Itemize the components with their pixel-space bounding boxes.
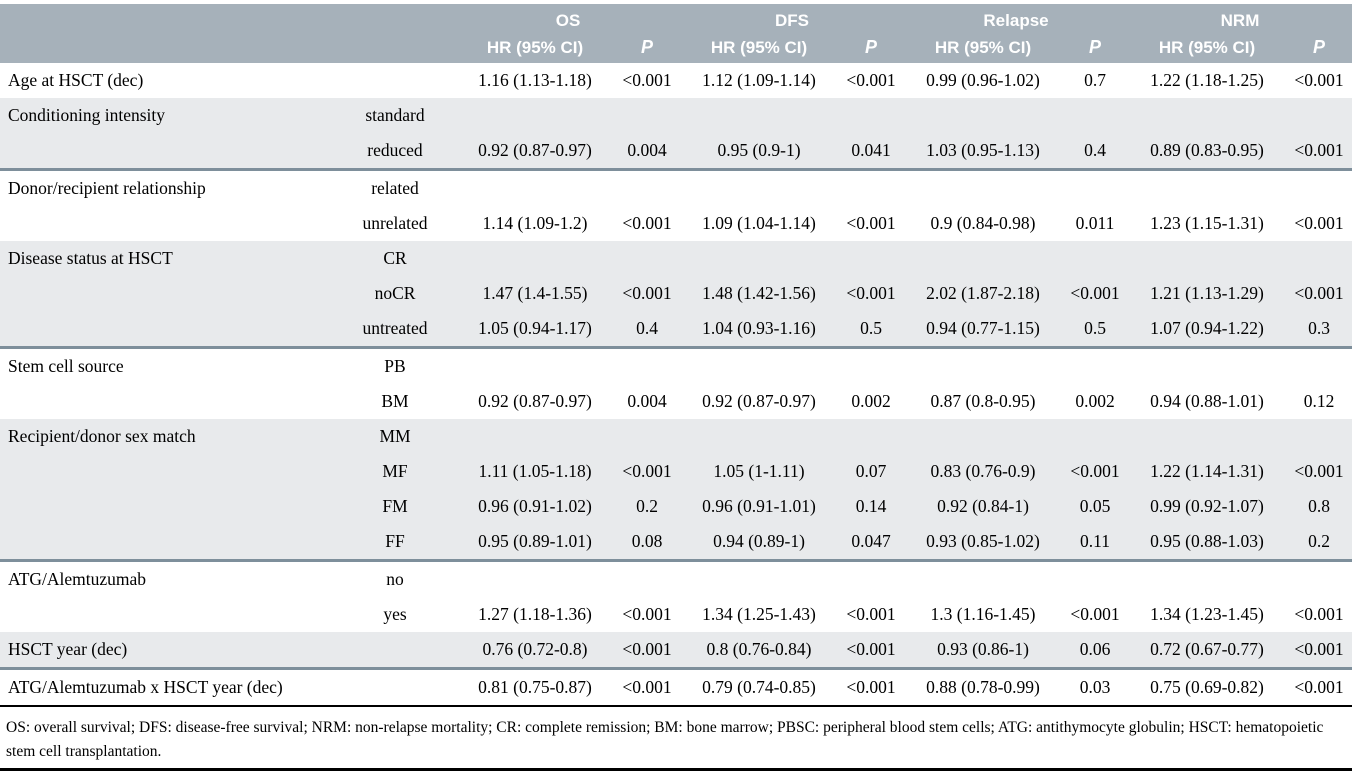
os-hr-value: 0.81 (0.75-0.87) [456,669,614,707]
variable-label: Disease status at HSCT [0,241,334,276]
os-hr-value: 1.47 (1.4-1.55) [456,276,614,311]
os-hr-value [456,98,614,133]
nrm-hr-value: 1.07 (0.94-1.22) [1128,311,1286,348]
relapse-p-value [1062,561,1128,598]
relapse-p-value: 0.002 [1075,391,1115,411]
table-row [0,348,1352,385]
nrm-p-value: <0.001 [1294,213,1344,233]
relapse-p-value: 0.4 [1062,133,1128,170]
relapse-hr-value: 1.03 (0.95-1.13) [904,133,1062,170]
relapse-hr-value: 0.99 (0.96-1.02) [926,70,1040,90]
nrm-hr-value: 0.72 (0.67-0.77) [1128,632,1286,669]
category-label: BM [381,391,409,411]
os-p-value: 0.08 [614,524,680,561]
nrm-p-value [1286,98,1352,133]
relapse-hr-value: 0.92 (0.84-1) [904,489,1062,524]
group-header-dfs: DFS [680,4,904,32]
os-hr-value: 1.16 (1.13-1.18) [478,70,592,90]
variable-label: Donor/recipient relationship [8,178,206,198]
os-hr-value: 0.95 (0.89-1.01) [456,524,614,561]
relapse-p-value: 0.03 [1062,669,1128,707]
variable-label: ATG/Alemtuzumab [8,569,147,589]
os-p-value [614,241,680,276]
dfs-hr-value [680,419,838,454]
relapse-p-value [1062,241,1128,276]
nrm-p-value: 0.8 [1286,489,1352,524]
os-hr-value: 0.92 (0.87-0.97) [456,133,614,170]
variable-label [0,454,334,489]
relapse-p-value: 0.011 [1075,213,1115,233]
os-p-value: <0.001 [622,604,672,624]
nrm-hr-value: 1.34 (1.23-1.45) [1150,604,1264,624]
dfs-hr-value [680,98,838,133]
os-p-value: 0.2 [614,489,680,524]
table-header [0,4,1352,63]
os-hr-value [456,561,614,598]
dfs-p-value: <0.001 [838,632,904,669]
relapse-p-value: <0.001 [1062,276,1128,311]
nrm-hr-value [1128,98,1286,133]
dfs-p-value: <0.001 [846,213,896,233]
nrm-p-value: <0.001 [1286,632,1352,669]
category-label: PB [384,356,406,376]
relapse-p-value: <0.001 [1062,454,1128,489]
dfs-p-value: 0.07 [838,454,904,489]
dfs-hr-value [680,348,838,385]
dfs-hr-value: 0.94 (0.89-1) [680,524,838,561]
table-row [0,419,1352,454]
table-row [0,311,1352,348]
relapse-hr-value [904,348,1062,385]
dfs-p-value: 0.002 [851,391,891,411]
relapse-hr-value [904,98,1062,133]
relapse-hr-value [904,561,1062,598]
relapse-hr-value [904,170,1062,207]
dfs-p-value [838,419,904,454]
variable-label: HSCT year (dec) [0,632,334,669]
dfs-p-value [838,170,904,207]
nrm-p-value: <0.001 [1286,454,1352,489]
category-label: FM [334,489,456,524]
relapse-p-value: 0.7 [1084,70,1106,90]
dfs-hr-value: 1.48 (1.42-1.56) [680,276,838,311]
variable-label: Age at HSCT (dec) [8,70,144,90]
table-row [0,241,1352,276]
dfs-hr-value [680,170,838,207]
variable-label [0,133,334,170]
relapse-hr-value: 1.3 (1.16-1.45) [930,604,1036,624]
variable-label: Conditioning intensity [0,98,334,133]
table-row [0,561,1352,598]
nrm-p-header: P [1286,32,1352,63]
os-p-value: <0.001 [614,276,680,311]
relapse-hr-header: HR (95% CI) [904,32,1062,63]
dfs-p-value: <0.001 [846,604,896,624]
dfs-p-value: 0.047 [838,524,904,561]
group-header-os: OS [456,4,680,32]
os-hr-value: 1.14 (1.09-1.2) [482,213,588,233]
os-hr-value [456,348,614,385]
relapse-p-value: <0.001 [1070,604,1120,624]
dfs-hr-value: 0.96 (0.91-1.01) [680,489,838,524]
os-hr-value: 0.76 (0.72-0.8) [456,632,614,669]
os-hr-value [456,241,614,276]
os-hr-value: 1.27 (1.18-1.36) [478,604,592,624]
nrm-hr-value: 1.22 (1.14-1.31) [1128,454,1286,489]
table-row [0,524,1352,561]
category-label [334,669,456,707]
category-label: related [371,178,419,198]
category-label: no [386,569,404,589]
os-p-value [614,170,680,207]
nrm-p-value: <0.001 [1294,604,1344,624]
os-p-value [614,348,680,385]
category-label: MF [334,454,456,489]
dfs-p-value: <0.001 [838,276,904,311]
variable-label: Recipient/donor sex match [0,419,334,454]
relapse-hr-value: 0.83 (0.76-0.9) [904,454,1062,489]
dfs-hr-value: 1.34 (1.25-1.43) [702,604,816,624]
dfs-hr-value: 1.05 (1-1.11) [680,454,838,489]
nrm-p-value: 0.2 [1286,524,1352,561]
multivariable-analysis-table [0,4,1352,707]
nrm-p-value: 0.12 [1303,391,1335,411]
table-row [0,170,1352,207]
relapse-p-value [1062,348,1128,385]
dfs-p-value [838,561,904,598]
category-label [334,63,456,98]
os-p-value: <0.001 [614,454,680,489]
nrm-hr-value: 1.23 (1.15-1.31) [1150,213,1264,233]
os-p-value: <0.001 [622,213,672,233]
os-p-value [614,419,680,454]
os-p-value: 0.004 [627,391,667,411]
os-p-value: 0.4 [614,311,680,348]
relapse-hr-value: 2.02 (1.87-2.18) [904,276,1062,311]
dfs-hr-value: 1.12 (1.09-1.14) [702,70,816,90]
variable-label: ATG/Alemtuzumab x HSCT year (dec) [0,669,334,707]
nrm-hr-header: HR (95% CI) [1128,32,1286,63]
relapse-p-value [1062,98,1128,133]
relapse-hr-value: 0.88 (0.78-0.99) [904,669,1062,707]
nrm-hr-value: 0.95 (0.88-1.03) [1128,524,1286,561]
relapse-hr-value: 0.87 (0.8-0.95) [930,391,1036,411]
table-row [0,206,1352,241]
table-row [0,669,1352,707]
relapse-hr-value [904,241,1062,276]
dfs-p-value: 0.14 [838,489,904,524]
category-label: standard [334,98,456,133]
os-p-value: 0.004 [614,133,680,170]
category-label: unrelated [362,213,428,233]
table-footnote: OS: overall survival; DFS: disease-free survival; NRM: non-relapse mortality; CR: complete remission; BM: bone marrow; PBSC: peripheral blood stem cells; ATG: antithymocyte globulin; HSCT: hematopoietic stem cell transplantation. [6,719,1324,761]
os-p-value: <0.001 [622,70,672,90]
dfs-hr-value: 1.04 (0.93-1.16) [680,311,838,348]
nrm-hr-value [1128,561,1286,598]
category-label: CR [334,241,456,276]
header-spacer [0,4,456,63]
nrm-hr-value: 0.99 (0.92-1.07) [1128,489,1286,524]
variable-label [0,524,334,561]
table-row [0,133,1352,170]
os-p-header: P [614,32,680,63]
table-row [0,597,1352,632]
nrm-hr-value [1128,348,1286,385]
dfs-hr-value: 0.92 (0.87-0.97) [702,391,816,411]
nrm-hr-value [1128,241,1286,276]
nrm-p-value [1286,561,1352,598]
relapse-p-value: 0.06 [1062,632,1128,669]
dfs-hr-value [680,561,838,598]
os-hr-value: 1.11 (1.05-1.18) [456,454,614,489]
os-p-value [614,98,680,133]
table-row [0,98,1352,133]
relapse-hr-value: 0.93 (0.86-1) [904,632,1062,669]
category-label [334,632,456,669]
os-hr-header: HR (95% CI) [456,32,614,63]
group-header-nrm: NRM [1128,4,1352,32]
table-row [0,454,1352,489]
nrm-p-value: <0.001 [1286,669,1352,707]
dfs-p-value [838,98,904,133]
variable-label [0,384,334,419]
table-row [0,63,1352,98]
relapse-p-value: 0.05 [1062,489,1128,524]
outcome-group-header-row [0,4,1352,32]
nrm-p-value [1286,348,1352,385]
dfs-p-value: 0.041 [838,133,904,170]
category-label: MM [334,419,456,454]
category-label: reduced [334,133,456,170]
group-header-relapse: Relapse [904,4,1128,32]
nrm-p-value [1286,419,1352,454]
relapse-p-header: P [1062,32,1128,63]
dfs-p-header: P [838,32,904,63]
nrm-p-value [1286,241,1352,276]
variable-label [0,489,334,524]
relapse-hr-value [904,419,1062,454]
relapse-p-value: 0.11 [1062,524,1128,561]
os-p-value: <0.001 [614,669,680,707]
nrm-p-value: <0.001 [1286,276,1352,311]
nrm-p-value: <0.001 [1286,133,1352,170]
nrm-hr-value: 1.22 (1.18-1.25) [1150,70,1264,90]
os-hr-value [456,419,614,454]
dfs-p-value [838,241,904,276]
dfs-hr-value: 0.8 (0.76-0.84) [680,632,838,669]
nrm-hr-value: 0.89 (0.83-0.95) [1128,133,1286,170]
dfs-p-value [838,348,904,385]
nrm-p-value: 0.3 [1286,311,1352,348]
nrm-hr-value: 1.21 (1.13-1.29) [1128,276,1286,311]
relapse-p-value [1062,419,1128,454]
os-hr-value: 0.96 (0.91-1.02) [456,489,614,524]
variable-label [0,276,334,311]
dfs-p-value: 0.5 [838,311,904,348]
variable-label [0,206,334,241]
nrm-p-value [1286,170,1352,207]
nrm-p-value: <0.001 [1294,70,1344,90]
dfs-hr-value: 0.95 (0.9-1) [680,133,838,170]
os-p-value: <0.001 [614,632,680,669]
os-hr-value: 1.05 (0.94-1.17) [456,311,614,348]
relapse-p-value [1062,170,1128,207]
category-label: noCR [334,276,456,311]
table-row [0,489,1352,524]
relapse-p-value: 0.5 [1062,311,1128,348]
table-row [0,276,1352,311]
relapse-hr-value: 0.94 (0.77-1.15) [904,311,1062,348]
nrm-hr-value [1128,170,1286,207]
dfs-p-value: <0.001 [838,669,904,707]
os-hr-value [456,170,614,207]
variable-label [0,311,334,348]
dfs-hr-value: 1.09 (1.04-1.14) [702,213,816,233]
table-body [0,63,1352,706]
relapse-hr-value: 0.93 (0.85-1.02) [904,524,1062,561]
dfs-hr-value: 0.79 (0.74-0.85) [680,669,838,707]
dfs-p-value: <0.001 [846,70,896,90]
category-label: untreated [334,311,456,348]
dfs-hr-value [680,241,838,276]
nrm-hr-value: 0.75 (0.69-0.82) [1128,669,1286,707]
nrm-hr-value [1128,419,1286,454]
dfs-hr-header: HR (95% CI) [680,32,838,63]
table-row [0,632,1352,669]
nrm-hr-value: 0.94 (0.88-1.01) [1150,391,1264,411]
os-p-value [614,561,680,598]
category-label: yes [383,604,407,624]
category-label: FF [334,524,456,561]
relapse-hr-value: 0.9 (0.84-0.98) [930,213,1036,233]
variable-label [0,597,334,632]
table-row [0,384,1352,419]
variable-label: Stem cell source [8,356,124,376]
os-hr-value: 0.92 (0.87-0.97) [478,391,592,411]
